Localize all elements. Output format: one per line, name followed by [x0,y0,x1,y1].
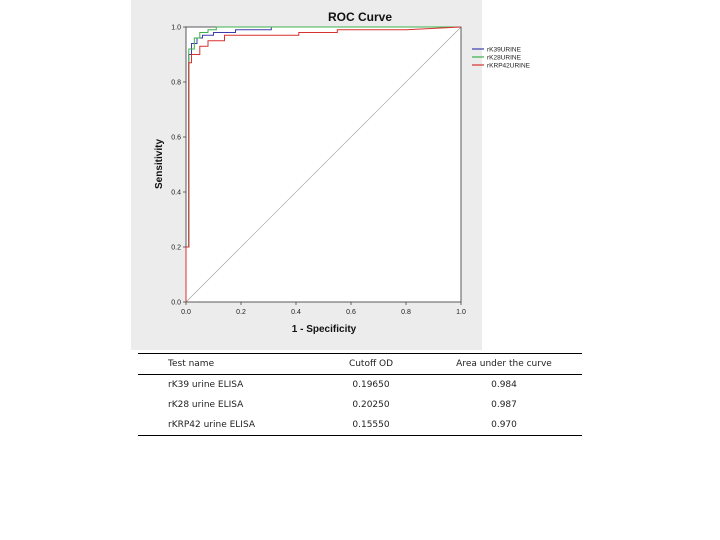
header-cutoff-od: Cutoff OD [316,354,426,375]
y-tick-label: 0.4 [171,189,181,197]
legend-label-rkrp42urine: rKRP42URINE [487,62,530,70]
x-axis-label: 1 - Specificity [291,324,357,335]
table-row [138,395,582,415]
x-tick-label: 0.8 [401,309,411,316]
cell-test-name: rKRP42 urine ELISA [168,420,255,430]
header-auc: Area under the curve [426,354,582,375]
table-row [138,375,582,396]
x-tick-label: 0.2 [236,309,246,316]
legend-label-rk39urine: rK39URINE [487,46,521,54]
x-tick-label: 0.0 [181,309,191,316]
cell-auc: 0.987 [491,400,517,410]
cell-cutoff-od: 0.19650 [352,380,390,390]
header-test-name: Test name [138,354,316,375]
cell-cutoff-od: 0.15550 [352,420,390,430]
cell-test-name: rK39 urine ELISA [168,380,244,390]
chart-title: ROC Curve [327,10,393,24]
x-tick-label: 0.6 [346,309,356,316]
cell-auc: 0.970 [491,420,517,430]
x-tick-label: 1.0 [456,309,466,316]
cell-auc: 0.984 [491,380,517,390]
y-tick-label: 0.6 [171,134,181,142]
y-tick-label: 0.0 [171,299,181,307]
y-axis-label: Sensitivity [154,138,165,190]
y-tick-label: 0.8 [171,79,181,87]
table-header-row [138,354,582,375]
x-tick-label: 0.4 [291,309,301,316]
table-row [138,415,582,436]
legend-label-rk28urine: rK28URINE [487,54,521,62]
cell-test-name: rK28 urine ELISA [168,400,244,410]
y-tick-label: 0.2 [171,244,181,252]
y-tick-label: 1.0 [171,24,181,32]
cell-cutoff-od: 0.20250 [352,400,390,410]
results-table [138,353,582,436]
